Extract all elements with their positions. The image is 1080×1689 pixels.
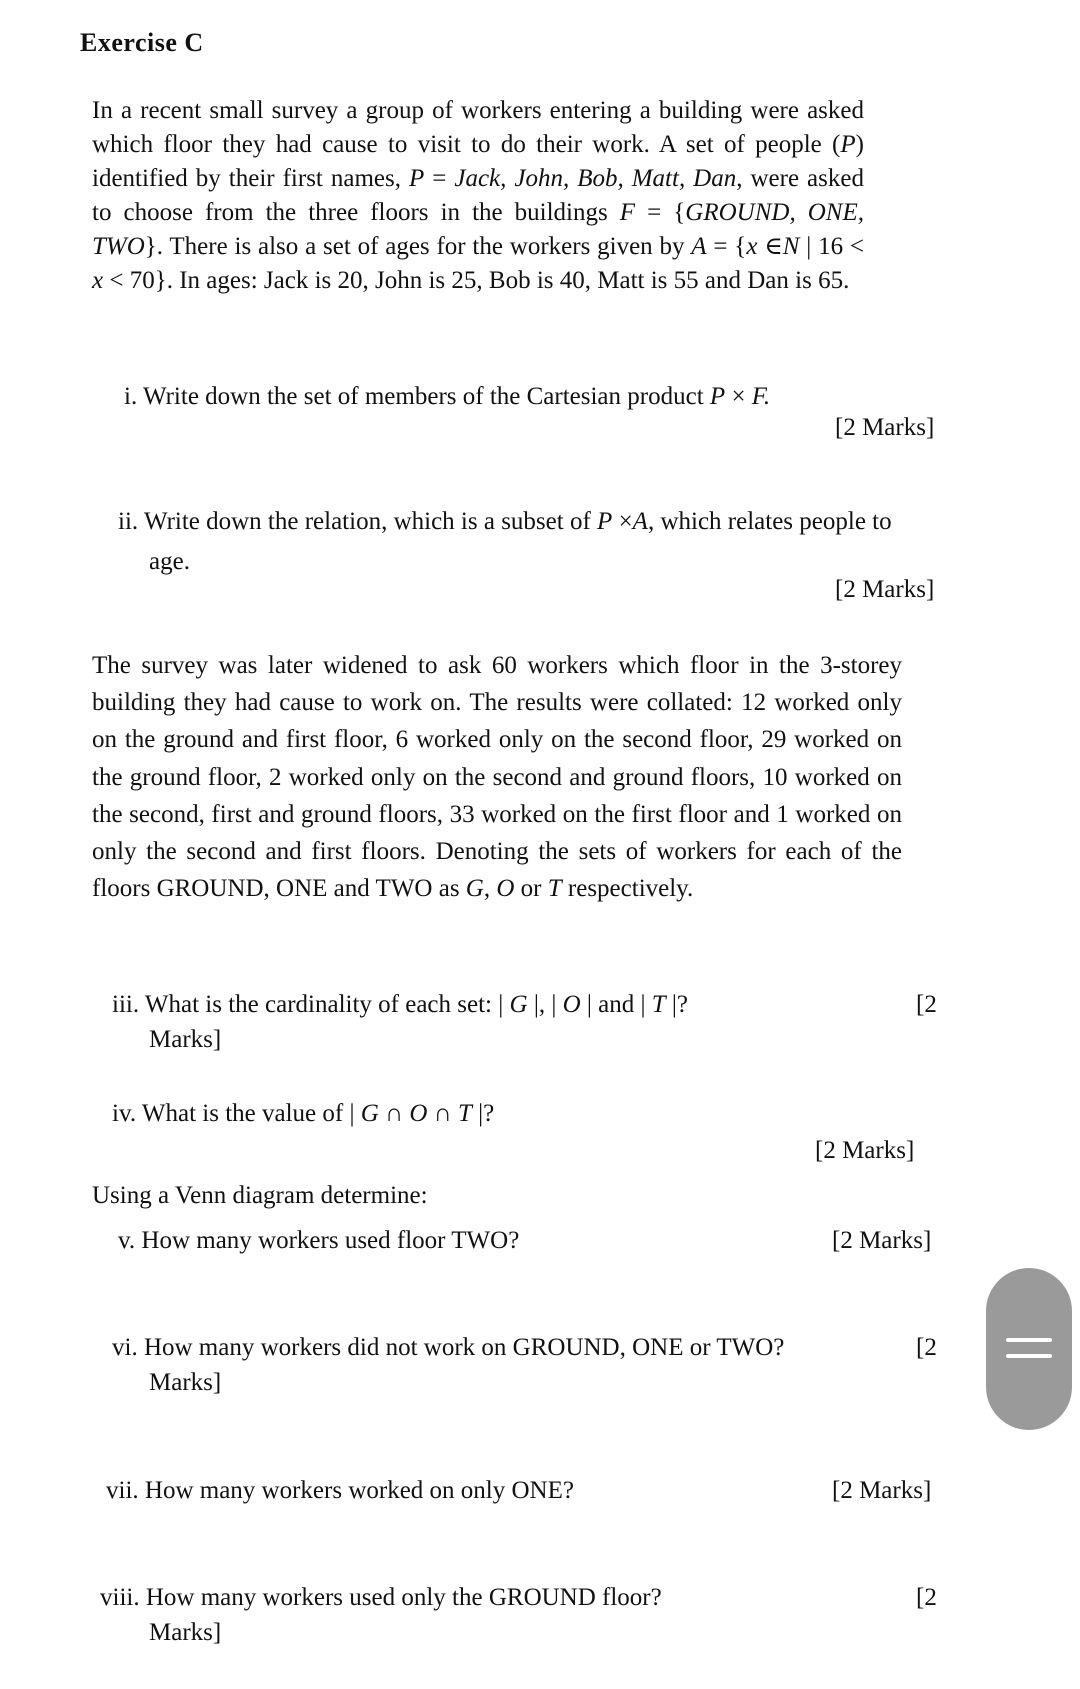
marks-label-continued: Marks] (149, 1619, 222, 1646)
question-number: i. (124, 383, 138, 410)
question-number: iii. (112, 991, 140, 1018)
question-number: vii. (106, 1477, 139, 1504)
marks-label: [2 Marks] (832, 1477, 932, 1504)
question-number: viii. (100, 1584, 140, 1611)
marks-label: [2 (916, 1334, 937, 1361)
marks-label-continued: Marks] (149, 1369, 222, 1396)
question-i: i. Write down the set of members of the Cartesian product P × F. (124, 380, 770, 414)
question-viii: viii. How many workers used only the GROUND floor? (100, 1581, 662, 1615)
question-iv: iv. What is the value of | G ∩ O ∩ T |? (112, 1097, 494, 1131)
marks-label: [2 Marks] (835, 576, 935, 603)
question-vii: vii. How many workers worked on only ONE? (106, 1474, 574, 1508)
question-number: iv. (112, 1100, 137, 1127)
marks-label: [2 Marks] (815, 1137, 915, 1164)
venn-intro: Using a Venn diagram determine: (92, 1182, 428, 1209)
survey-paragraph: The survey was later widened to ask 60 workers which floor in the 3-storey building they had cause to work on. The results were collated: 12 worked only on the ground and first floor, 6 worked only on the second floor, 29 worked on the ground floor, 2 worked only on the second and ground floors, 10 worked on the second, first and ground floors, 33 worked on the first floor and 1 worked on only the second and first floors. Denoting the sets of workers for each of the floors GROUND, ONE and TWO as G, O or T respectively. (92, 652, 902, 903)
exercise-title: Exercise C (80, 28, 204, 57)
question-ii: ii. Write down the relation, which is a subset of P ×A, which relates people to (118, 505, 892, 539)
marks-label-continued: Marks] (149, 1026, 222, 1053)
question-number: vi. (112, 1334, 138, 1361)
intro-paragraph: In a recent small survey a group of workers entering a building were asked which floor they had cause to visit to do their work. A set of people (P) identified by their first names, P = Jack, John, Bob, Matt, Dan, were asked to choose from the three floors in the buildings F = {GROUND, ONE, TWO}. There is also a set of ages for the workers given by A = {x ∈N | 16 < x < 70}. In ages: Jack is 20, John is 25, Bob is 40, Matt is 55 and Dan is 65. (92, 97, 864, 294)
question-iii: iii. What is the cardinality of each set: | G |, | O | and | T |? (112, 988, 688, 1022)
question-v: v. How many workers used floor TWO? (118, 1224, 519, 1258)
question-ii-continued: age. (149, 548, 190, 575)
question-number: ii. (118, 508, 139, 535)
marks-label: [2 (916, 1584, 937, 1611)
question-vi: vi. How many workers did not work on GROUND, ONE or TWO? (112, 1331, 784, 1365)
question-number: v. (118, 1227, 136, 1254)
marks-label: [2 Marks] (832, 1227, 932, 1254)
marks-label: [2 Marks] (835, 414, 935, 441)
scroll-handle[interactable] (986, 1268, 1072, 1430)
marks-label: [2 (916, 991, 937, 1018)
